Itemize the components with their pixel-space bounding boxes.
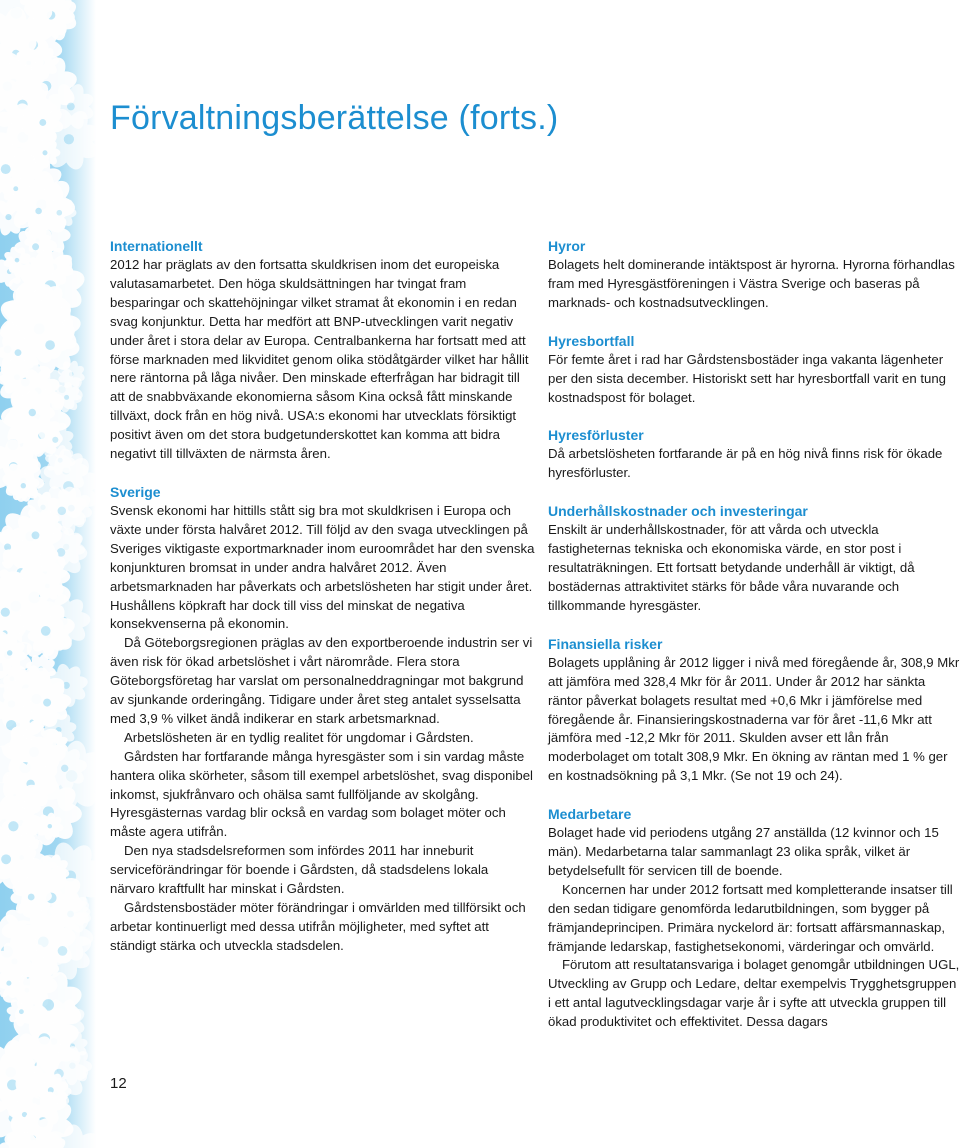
section-heading: Internationellt (110, 238, 203, 254)
body-paragraph: Bolagets upplåning år 2012 ligger i nivå med föregående år, 308,9 Mkr att jämföra med 328,4 Mkr för år 2011. Under år 2012 har sänkta räntor påverkat bolagets resultat med +0,6 Mkr i jämförelse med föregående år. Finansieringskostnaderna var för året -11,6 Mkr att jämföra med -12,2 Mkr för 2011. Skulden avser ett lån från moderbolaget om totalt 308,9 Mkr. En ökning av räntan med 1 % ger en kostnadsökning på 3,1 Mkr. (Se not 19 och 24). (548, 654, 960, 784)
left-column (110, 236, 535, 974)
body-paragraph: Svensk ekonomi har hittills stått sig bra mot skuldkrisen i Europa och växte under första halvåret 2012. Till följd av den svaga utvecklingen på Sveriges viktigaste exportmarknader inom euroområdet har den svenska konjunkturen bromsat in under andra halvåret 2012. Även arbetsmarknaden har påverkats och arbetslösheten har stigit under året. Hushållens köpkraft har dock till viss del minskat de negativa konsekvenserna på ekonomin. (110, 502, 535, 632)
section-internationellt (110, 236, 535, 464)
body-paragraph: Arbetslösheten är en tydlig realitet för ungdomar i Gårdsten. (124, 729, 474, 745)
body-paragraph: 2012 har präglats av den fortsatta skuldkrisen inom det europeiska valutasamarbetet. Den höga skuldsättningen har tvingat fram besparingar och skattehöjningar vilket stramat åt ekonomin i en redan svag konjunktur. Detta har medfört att BNP-utvecklingen varit negativ under året i stora delar av Europa. Centralbankerna har fortsatt med att förse marknaden med likviditet genom olika stödåtgärder vilket har hållit nere räntorna på låga nivåer. Den minskade efterfrågan har bidragit till att de snabbväxande ekonomierna såsom Kina också fått minskande tillväxt, dock från en hög nivå. USA:s ekonomi har utvecklats försiktigt positivt även om det stora budgetunderskottet kan komma att bidra negativt till tillväxten de närmsta åren. (110, 257, 529, 462)
section-heading: Finansiella risker (548, 635, 663, 652)
body-paragraph: Förutom att resultatansvariga i bolaget genomgår utbildningen UGL, Utveckling av Grupp och Ledare, deltar exempelvis Trygghetsgruppen i ett antal lagutvecklingsdagar varje år i syfte att utveckla gruppen till ökad produktivitet och effektivitet. Dessa dagars (548, 957, 960, 1030)
body-paragraph: Gårdstensbostäder möter förändringar i omvärlden med tillförsikt och arbetar kontinuerligt med dessa utifrån möjligheter, med syftet att ständigt stärka och utveckla stadsdelen. (110, 900, 526, 953)
body-paragraph: För femte året i rad har Gårdstensbostäder inga vakanta lägenheter per den sista december. Historiskt sett har hyresbortfall varit en tung kostnadspost för bolaget. (548, 351, 947, 405)
section-finansiella-risker (548, 634, 960, 786)
body-paragraph: Bolaget hade vid periodens utgång 27 anställda (12 kvinnor och 15 män). Medarbetarna talar sammanlagt 23 olika språk, vilket är betydelsefullt för servicen till de boende. (548, 825, 939, 878)
body-paragraph: Då arbetslösheten fortfarande är på en hög nivå finns risk för ökade hyresförluster. (548, 446, 943, 481)
body-paragraph: Då Göteborgsregionen präglas av den exportberoende industrin ser vi även risk för ökad arbetslöshet i vårt närområde. Flera stora Göteborgsföretag har varslat om personalneddragningar mot bakgrund av sjunkande orderingång. Tidigare under året steg antalet sysselsatta med 3,9 % vilket ändå indikerar en stark arbetsmarknad. (110, 635, 533, 726)
section-heading: Medarbetare (548, 806, 632, 823)
page-number: 12 (110, 1075, 127, 1092)
flower-decoration-strip (0, 0, 96, 1148)
section-hyresforluster (548, 425, 960, 483)
section-heading: Sverige (110, 483, 161, 500)
section-underhallskostnader-och-investeringar (548, 501, 960, 616)
body-paragraph: Enskilt är underhållskostnader, för att vårda och utveckla fastigheternas tekniska och ekonomiska värde, en stor post i resultaträkningen. Ett fortsatt betydande underhåll är viktigt, då bostädernas attraktivitet stärks för både våra nuvarande och tillkommande hyresgäster. (548, 522, 915, 613)
section-heading: Underhållskostnader och investeringar (548, 503, 808, 520)
section-hyror (548, 236, 960, 313)
section-heading: Hyror (548, 238, 586, 254)
body-paragraph: Koncernen har under 2012 fortsatt med kompletterande insatser till den sedan tidigare genomförda ledarutbildningen, som bygger på främjandeprincipen. Primära nyckelord är: fortsatt affärsmannaskap, främjande ledarskap, fastighetsekonomi, värderingar och omvärld. (548, 881, 953, 954)
body-paragraph: Bolagets helt dominerande intäktspost är hyrorna. Hyrorna förhandlas fram med Hyresgästföreningen i Västra Sverige och baseras på marknads- och kostnadsutvecklingen. (548, 257, 955, 310)
body-paragraph: Den nya stadsdelsreformen som infördes 2011 har inneburit serviceförändringar för boende i Gårdsten, då stadsdelens lokala närvaro kraftfullt har minskat i Gårdsten. (110, 843, 489, 897)
section-hyresbortfall (548, 331, 960, 408)
right-column (548, 236, 960, 1050)
section-heading: Hyresförluster (548, 427, 644, 444)
page-title: Förvaltningsberättelse (forts.) (110, 98, 559, 137)
section-heading: Hyresbortfall (548, 332, 635, 349)
section-medarbetare (548, 804, 960, 1032)
body-paragraph: Gårdsten har fortfarande många hyresgäster som i sin vardag måste hantera olika skörheter, såsom till exempel arbetslöshet, svag disponibel inkomst, sjukfrånvaro och ohälsa samt fullföljande av skolgång. Hyresgästernas vardag blir också en vardag som bolaget möter och måste agera utifrån. (110, 748, 533, 840)
section-sverige (110, 482, 535, 956)
